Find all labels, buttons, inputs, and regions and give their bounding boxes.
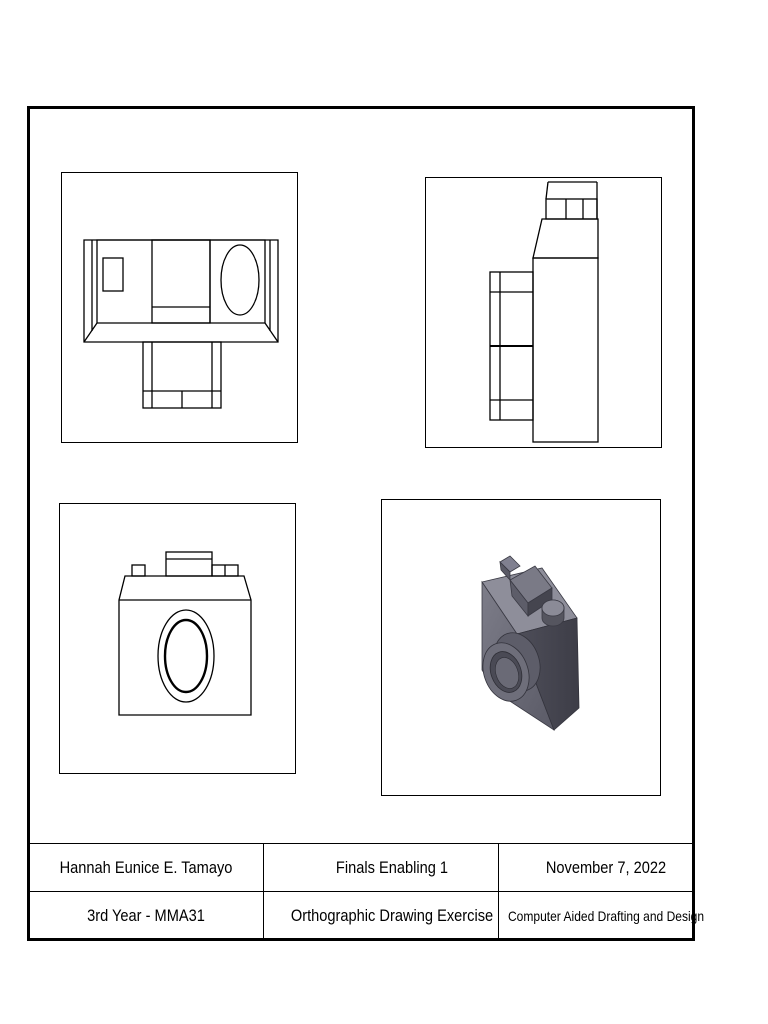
exercise-title: Orthographic Drawing Exercise bbox=[290, 905, 494, 925]
title-block-row-1 bbox=[30, 844, 692, 892]
top-view-drawing bbox=[62, 173, 299, 444]
side-view bbox=[425, 177, 662, 448]
isometric-camera-render bbox=[382, 500, 662, 797]
drawing-sheet bbox=[27, 106, 705, 941]
title-block-divider-2 bbox=[498, 844, 499, 939]
activity-title: Finals Enabling 1 bbox=[335, 857, 449, 877]
front-view-drawing bbox=[60, 504, 297, 775]
title-block bbox=[30, 843, 705, 939]
title-block-row-2 bbox=[30, 892, 705, 939]
title-block-divider-1 bbox=[263, 844, 264, 939]
student-name: Hannah Eunice E. Tamayo bbox=[59, 857, 233, 877]
side-view-drawing bbox=[426, 178, 663, 449]
top-view bbox=[61, 172, 298, 443]
isometric-view bbox=[381, 499, 661, 796]
submission-date: November 7, 2022 bbox=[545, 857, 667, 877]
course-name: Computer Aided Drafting and Design bbox=[507, 907, 705, 924]
front-view bbox=[59, 503, 296, 774]
year-section: 3rd Year - MMA31 bbox=[87, 905, 205, 925]
